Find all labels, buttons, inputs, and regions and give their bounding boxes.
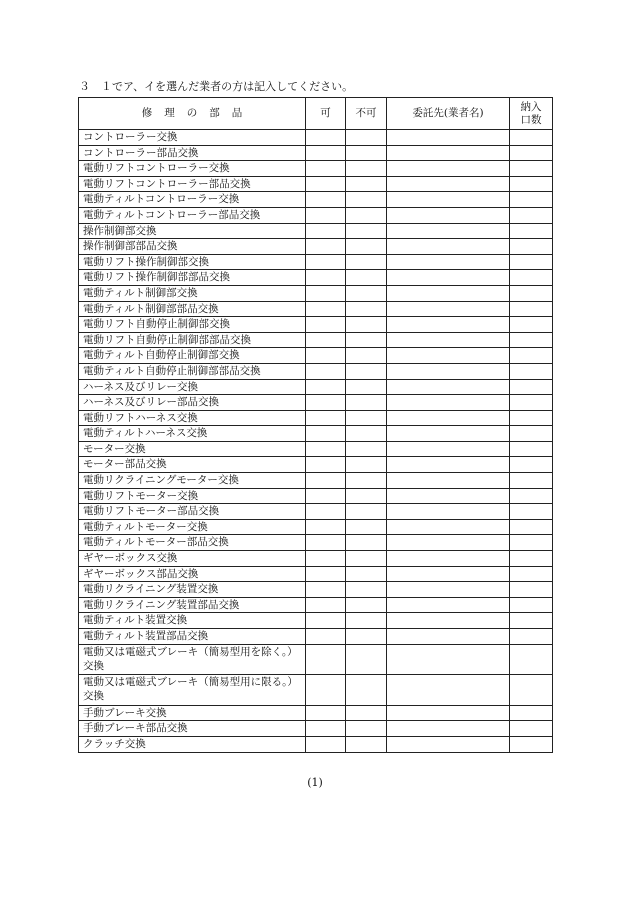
possible-cell[interactable] — [306, 410, 346, 426]
contractor-cell[interactable] — [387, 644, 510, 675]
repair-item-label: 電動リクライニングモーター交換 — [79, 473, 306, 489]
not-possible-cell[interactable] — [346, 270, 387, 286]
contractor-cell[interactable] — [387, 254, 510, 270]
table-row — [79, 207, 553, 223]
repair-item-label: 電動又は電磁式ブレーキ（簡易型用を除く。）交換 — [79, 644, 306, 675]
contractor-cell[interactable] — [387, 426, 510, 442]
repair-item-label: 手動ブレーキ部品交換 — [79, 721, 306, 737]
table-row — [79, 395, 553, 411]
repair-item-label: モーター部品交換 — [79, 457, 306, 473]
repair-item-label: 電動リクライニング装置交換 — [79, 582, 306, 598]
repair-item-label: ハーネス及びリレー交換 — [79, 379, 306, 395]
header-contractor: 委託先(業者名) — [387, 98, 510, 130]
repair-item-label: 電動ティルトコントローラー部品交換 — [79, 207, 306, 223]
table-row — [79, 145, 553, 161]
delivery-count-cell[interactable] — [510, 457, 553, 473]
contractor-cell[interactable] — [387, 317, 510, 333]
table-row — [79, 239, 553, 255]
repair-item-label: 電動ティルト制御部交換 — [79, 285, 306, 301]
contractor-cell[interactable] — [387, 145, 510, 161]
not-possible-cell[interactable] — [346, 161, 387, 177]
possible-cell[interactable] — [306, 629, 346, 645]
not-possible-cell[interactable] — [346, 441, 387, 457]
delivery-count-cell[interactable] — [510, 270, 553, 286]
table-row — [79, 301, 553, 317]
repair-parts-table — [78, 97, 553, 753]
contractor-cell[interactable] — [387, 348, 510, 364]
header-possible: 可 — [306, 98, 346, 130]
possible-cell[interactable] — [306, 395, 346, 411]
table-row — [79, 566, 553, 582]
contractor-cell[interactable] — [387, 161, 510, 177]
possible-cell[interactable] — [306, 348, 346, 364]
delivery-count-cell[interactable] — [510, 363, 553, 379]
contractor-cell[interactable] — [387, 332, 510, 348]
repair-item-label: 電動又は電磁式ブレーキ（簡易型用に限る。）交換 — [79, 675, 306, 706]
possible-cell[interactable] — [306, 441, 346, 457]
table-row — [79, 504, 553, 520]
possible-cell[interactable] — [306, 285, 346, 301]
delivery-count-cell[interactable] — [510, 488, 553, 504]
not-possible-cell[interactable] — [346, 644, 387, 675]
delivery-count-cell[interactable] — [510, 176, 553, 192]
table-row — [79, 582, 553, 598]
table-row — [79, 363, 553, 379]
not-possible-cell[interactable] — [346, 582, 387, 598]
repair-item-label: クラッチ交換 — [79, 736, 306, 752]
contractor-cell[interactable] — [387, 488, 510, 504]
contractor-cell[interactable] — [387, 410, 510, 426]
possible-cell[interactable] — [306, 145, 346, 161]
possible-cell[interactable] — [306, 254, 346, 270]
delivery-count-cell[interactable] — [510, 379, 553, 395]
not-possible-cell[interactable] — [346, 130, 387, 146]
repair-item-label: 電動リフト自動停止制御部部品交換 — [79, 332, 306, 348]
contractor-cell[interactable] — [387, 535, 510, 551]
delivery-count-cell[interactable] — [510, 736, 553, 752]
delivery-count-cell[interactable] — [510, 426, 553, 442]
not-possible-cell[interactable] — [346, 629, 387, 645]
header-delivery-count-line2: 口数 — [520, 113, 542, 126]
delivery-count-cell[interactable] — [510, 254, 553, 270]
contractor-cell[interactable] — [387, 379, 510, 395]
possible-cell[interactable] — [306, 551, 346, 567]
repair-item-label: コントローラー部品交換 — [79, 145, 306, 161]
repair-item-label: 電動ティルトモーター部品交換 — [79, 535, 306, 551]
repair-item-label: モーター交換 — [79, 441, 306, 457]
contractor-cell[interactable] — [387, 192, 510, 208]
not-possible-cell[interactable] — [346, 535, 387, 551]
repair-item-label: コントローラー交換 — [79, 130, 306, 146]
contractor-cell[interactable] — [387, 551, 510, 567]
repair-item-label: 電動ティルト制御部部品交換 — [79, 301, 306, 317]
repair-item-label: 電動リフトモーター部品交換 — [79, 504, 306, 520]
page-number: (1) — [307, 776, 323, 789]
delivery-count-cell[interactable] — [510, 582, 553, 598]
table-row — [79, 597, 553, 613]
delivery-count-cell[interactable] — [510, 597, 553, 613]
not-possible-cell[interactable] — [346, 613, 387, 629]
contractor-cell[interactable] — [387, 363, 510, 379]
repair-item-label: 電動リフト自動停止制御部交換 — [79, 317, 306, 333]
repair-item-label: 電動ティルト装置交換 — [79, 613, 306, 629]
delivery-count-cell[interactable] — [510, 504, 553, 520]
table-row — [79, 721, 553, 737]
delivery-count-cell[interactable] — [510, 239, 553, 255]
possible-cell[interactable] — [306, 597, 346, 613]
table-row — [79, 675, 553, 706]
repair-item-label: 電動リフト操作制御部交換 — [79, 254, 306, 270]
not-possible-cell[interactable] — [346, 457, 387, 473]
table-row — [79, 192, 553, 208]
table-row — [79, 457, 553, 473]
table-header-row — [79, 98, 553, 130]
not-possible-cell[interactable] — [346, 473, 387, 489]
contractor-cell[interactable] — [387, 285, 510, 301]
delivery-count-cell[interactable] — [510, 161, 553, 177]
possible-cell[interactable] — [306, 675, 346, 706]
repair-item-label: 電動ティルトハーネス交換 — [79, 426, 306, 442]
possible-cell[interactable] — [306, 736, 346, 752]
not-possible-cell[interactable] — [346, 426, 387, 442]
table-row — [79, 629, 553, 645]
table-row — [79, 410, 553, 426]
possible-cell[interactable] — [306, 519, 346, 535]
delivery-count-cell[interactable] — [510, 441, 553, 457]
contractor-cell[interactable] — [387, 441, 510, 457]
not-possible-cell[interactable] — [346, 145, 387, 161]
not-possible-cell[interactable] — [346, 348, 387, 364]
possible-cell[interactable] — [306, 176, 346, 192]
table-row — [79, 426, 553, 442]
table-row — [79, 348, 553, 364]
repair-item-label: 電動ティルト装置部品交換 — [79, 629, 306, 645]
possible-cell[interactable] — [306, 566, 346, 582]
not-possible-cell[interactable] — [346, 207, 387, 223]
not-possible-cell[interactable] — [346, 379, 387, 395]
possible-cell[interactable] — [306, 613, 346, 629]
contractor-cell[interactable] — [387, 223, 510, 239]
delivery-count-cell[interactable] — [510, 410, 553, 426]
contractor-cell[interactable] — [387, 130, 510, 146]
contractor-cell[interactable] — [387, 519, 510, 535]
not-possible-cell[interactable] — [346, 223, 387, 239]
possible-cell[interactable] — [306, 582, 346, 598]
repair-item-label: 電動ティルトコントローラー交換 — [79, 192, 306, 208]
table-row — [79, 535, 553, 551]
delivery-count-cell[interactable] — [510, 317, 553, 333]
header-delivery-count — [510, 98, 553, 130]
table-row — [79, 644, 553, 675]
possible-cell[interactable] — [306, 644, 346, 675]
repair-item-label: 電動リクライニング装置部品交換 — [79, 597, 306, 613]
not-possible-cell[interactable] — [346, 317, 387, 333]
contractor-cell[interactable] — [387, 721, 510, 737]
not-possible-cell[interactable] — [346, 410, 387, 426]
contractor-cell[interactable] — [387, 566, 510, 582]
delivery-count-cell[interactable] — [510, 223, 553, 239]
not-possible-cell[interactable] — [346, 504, 387, 520]
table-row — [79, 379, 553, 395]
delivery-count-cell[interactable] — [510, 301, 553, 317]
possible-cell[interactable] — [306, 130, 346, 146]
table-row — [79, 254, 553, 270]
contractor-cell[interactable] — [387, 597, 510, 613]
not-possible-cell[interactable] — [346, 192, 387, 208]
delivery-count-cell[interactable] — [510, 675, 553, 706]
possible-cell[interactable] — [306, 223, 346, 239]
not-possible-cell[interactable] — [346, 363, 387, 379]
contractor-cell[interactable] — [387, 504, 510, 520]
delivery-count-cell[interactable] — [510, 145, 553, 161]
contractor-cell[interactable] — [387, 270, 510, 286]
possible-cell[interactable] — [306, 270, 346, 286]
table-row — [79, 161, 553, 177]
repair-item-label: 操作制御部交換 — [79, 223, 306, 239]
possible-cell[interactable] — [306, 504, 346, 520]
table-row — [79, 705, 553, 721]
possible-cell[interactable] — [306, 207, 346, 223]
contractor-cell[interactable] — [387, 395, 510, 411]
not-possible-cell[interactable] — [346, 721, 387, 737]
header-delivery-count-line1: 納入 — [520, 100, 542, 113]
not-possible-cell[interactable] — [346, 551, 387, 567]
not-possible-cell[interactable] — [346, 488, 387, 504]
not-possible-cell[interactable] — [346, 675, 387, 706]
contractor-cell[interactable] — [387, 705, 510, 721]
not-possible-cell[interactable] — [346, 176, 387, 192]
delivery-count-cell[interactable] — [510, 613, 553, 629]
not-possible-cell[interactable] — [346, 597, 387, 613]
repair-item-label: 電動リフトハーネス交換 — [79, 410, 306, 426]
table-row — [79, 130, 553, 146]
possible-cell[interactable] — [306, 317, 346, 333]
possible-cell[interactable] — [306, 379, 346, 395]
table-body — [79, 130, 553, 753]
not-possible-cell[interactable] — [346, 395, 387, 411]
repair-item-label: 電動ティルト自動停止制御部交換 — [79, 348, 306, 364]
header-not-possible: 不可 — [346, 98, 387, 130]
repair-item-label: 電動リフトモーター交換 — [79, 488, 306, 504]
possible-cell[interactable] — [306, 457, 346, 473]
possible-cell[interactable] — [306, 332, 346, 348]
table-row — [79, 270, 553, 286]
possible-cell[interactable] — [306, 488, 346, 504]
possible-cell[interactable] — [306, 473, 346, 489]
possible-cell[interactable] — [306, 705, 346, 721]
delivery-count-cell[interactable] — [510, 551, 553, 567]
repair-item-label: ギヤーボックス部品交換 — [79, 566, 306, 582]
contractor-cell[interactable] — [387, 736, 510, 752]
delivery-count-cell[interactable] — [510, 629, 553, 645]
delivery-count-cell[interactable] — [510, 207, 553, 223]
repair-item-label: 電動リフトコントローラー交換 — [79, 161, 306, 177]
table-row — [79, 488, 553, 504]
repair-item-label: ハーネス及びリレー部品交換 — [79, 395, 306, 411]
repair-item-label: 操作制御部部品交換 — [79, 239, 306, 255]
delivery-count-cell[interactable] — [510, 519, 553, 535]
contractor-cell[interactable] — [387, 207, 510, 223]
table-row — [79, 285, 553, 301]
table-row — [79, 551, 553, 567]
contractor-cell[interactable] — [387, 675, 510, 706]
table-row — [79, 473, 553, 489]
delivery-count-cell[interactable] — [510, 721, 553, 737]
not-possible-cell[interactable] — [346, 254, 387, 270]
contractor-cell[interactable] — [387, 582, 510, 598]
repair-item-label: ギヤーボックス交換 — [79, 551, 306, 567]
table-row — [79, 736, 553, 752]
contractor-cell[interactable] — [387, 613, 510, 629]
not-possible-cell[interactable] — [346, 736, 387, 752]
possible-cell[interactable] — [306, 161, 346, 177]
not-possible-cell[interactable] — [346, 285, 387, 301]
delivery-count-cell[interactable] — [510, 332, 553, 348]
delivery-count-cell[interactable] — [510, 192, 553, 208]
not-possible-cell[interactable] — [346, 239, 387, 255]
delivery-count-cell[interactable] — [510, 130, 553, 146]
possible-cell[interactable] — [306, 721, 346, 737]
delivery-count-cell[interactable] — [510, 705, 553, 721]
repair-item-label: 手動ブレーキ交換 — [79, 705, 306, 721]
delivery-count-cell[interactable] — [510, 566, 553, 582]
possible-cell[interactable] — [306, 363, 346, 379]
not-possible-cell[interactable] — [346, 705, 387, 721]
possible-cell[interactable] — [306, 301, 346, 317]
delivery-count-cell[interactable] — [510, 473, 553, 489]
contractor-cell[interactable] — [387, 629, 510, 645]
header-repair-parts: 修理の部品 — [79, 98, 306, 130]
delivery-count-cell[interactable] — [510, 644, 553, 675]
repair-item-label: 電動リフトコントローラー部品交換 — [79, 176, 306, 192]
table-row — [79, 519, 553, 535]
delivery-count-cell[interactable] — [510, 285, 553, 301]
possible-cell[interactable] — [306, 426, 346, 442]
not-possible-cell[interactable] — [346, 332, 387, 348]
contractor-cell[interactable] — [387, 176, 510, 192]
table-row — [79, 176, 553, 192]
delivery-count-cell[interactable] — [510, 395, 553, 411]
repair-item-label: 電動リフト操作制御部部品交換 — [79, 270, 306, 286]
contractor-cell[interactable] — [387, 239, 510, 255]
contractor-cell[interactable] — [387, 301, 510, 317]
possible-cell[interactable] — [306, 192, 346, 208]
instruction-text: ３ １でア、イを選んだ業者の方は記入してください。 — [79, 80, 354, 93]
possible-cell[interactable] — [306, 535, 346, 551]
not-possible-cell[interactable] — [346, 519, 387, 535]
delivery-count-cell[interactable] — [510, 348, 553, 364]
table-row — [79, 332, 553, 348]
repair-item-label: 電動ティルトモーター交換 — [79, 519, 306, 535]
table-row — [79, 613, 553, 629]
delivery-count-cell[interactable] — [510, 535, 553, 551]
table-row — [79, 317, 553, 333]
not-possible-cell[interactable] — [346, 301, 387, 317]
possible-cell[interactable] — [306, 239, 346, 255]
contractor-cell[interactable] — [387, 457, 510, 473]
contractor-cell[interactable] — [387, 473, 510, 489]
table-row — [79, 223, 553, 239]
repair-item-label: 電動ティルト自動停止制御部部品交換 — [79, 363, 306, 379]
table-row — [79, 441, 553, 457]
not-possible-cell[interactable] — [346, 566, 387, 582]
